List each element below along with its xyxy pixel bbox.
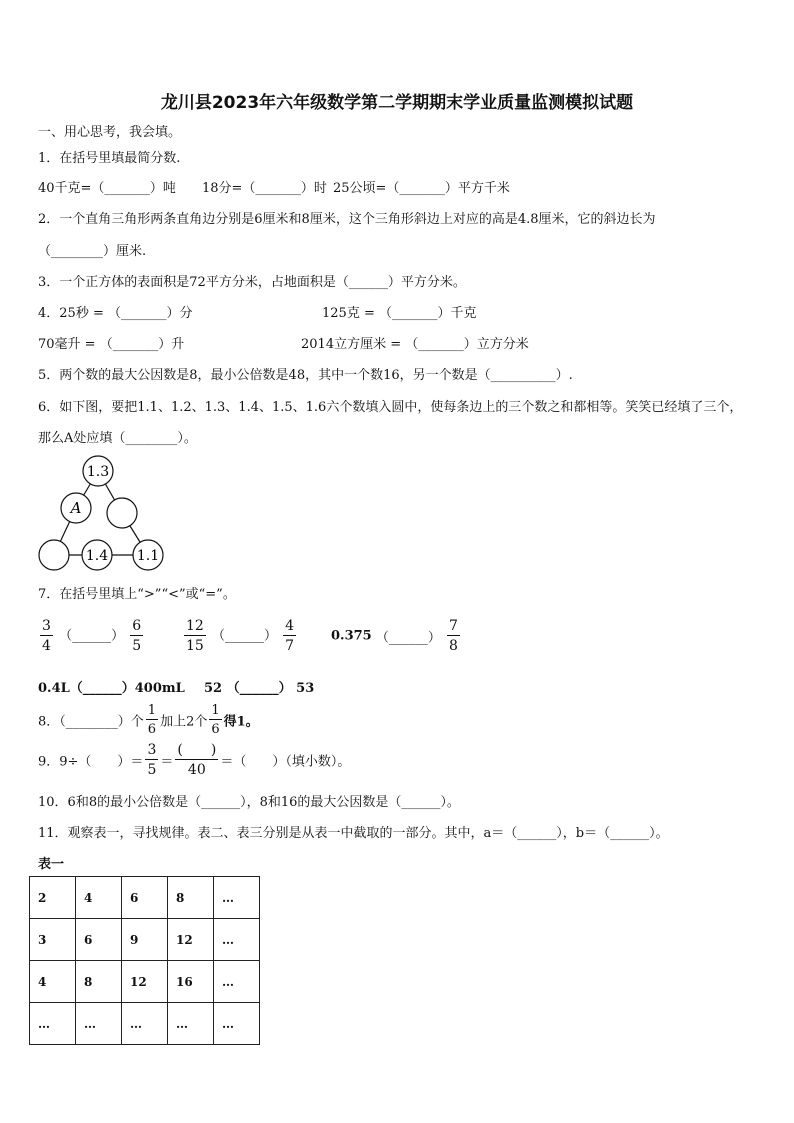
- q8-suffix: 得1。: [223, 714, 259, 730]
- table-cell: 8: [168, 877, 214, 919]
- table-cell: 9: [122, 919, 168, 961]
- table-cell: …: [214, 919, 260, 961]
- question-5: 5．两个数的最大公因数是8，最小公倍数是48，其中一个数16，另一个数是（__________）.: [38, 368, 573, 383]
- answer-blank: （______）: [211, 628, 277, 644]
- question-8: [38, 704, 259, 736]
- table-1: [29, 876, 260, 1045]
- fraction: [447, 619, 460, 653]
- fraction: [130, 619, 143, 653]
- q8-prefix: 8．（________）个: [38, 714, 144, 730]
- denominator: 15: [186, 638, 204, 654]
- question-2-line2: （________）厘米.: [38, 244, 147, 259]
- numerator: 4: [285, 618, 295, 634]
- page-title: 龙川县2023年六年级数学第二学期期末学业质量监测模拟试题: [160, 93, 634, 113]
- table-cell: 4: [30, 961, 76, 1003]
- question-1-stem: 1．在括号里填最简分数.: [38, 151, 181, 166]
- decimal-value: 0.375: [331, 628, 372, 644]
- table-cell: …: [214, 961, 260, 1003]
- table-cell: …: [76, 1003, 122, 1045]
- fraction: [209, 704, 221, 736]
- table-cell: …: [214, 1003, 260, 1045]
- question-11: 11．观察表一，寻找规律。表二、表三分别是从表一中截取的一部分。其中，a＝（______），b＝（______）。: [38, 826, 669, 841]
- table-cell: 8: [76, 961, 122, 1003]
- compare-3: [331, 619, 462, 653]
- table-cell: …: [168, 1003, 214, 1045]
- q9-suffix: ＝（ ）（填小数）。: [220, 754, 351, 770]
- table-cell: …: [214, 877, 260, 919]
- question-3: 3．一个正方体的表面积是72平方分米，占地面积是（______）平方分米。: [38, 275, 466, 290]
- label-bottom-mid: 1.4: [85, 548, 109, 564]
- question-1-a: 40千克=（_______）吨: [38, 181, 176, 196]
- table-row: [30, 961, 260, 1003]
- triangle-circle-diagram: [36, 455, 166, 573]
- label-bottom-right: 1.1: [136, 548, 160, 564]
- table-cell: …: [122, 1003, 168, 1045]
- q9-prefix: 9．9÷（ ）＝: [38, 754, 144, 770]
- compare-4: 0.4L（______）400mL: [38, 681, 185, 696]
- question-10: 10．6和8的最小公倍数是（______），8和16的最大公因数是（______）。: [38, 795, 460, 810]
- table-cell: 4: [76, 877, 122, 919]
- table-cell: 16: [168, 961, 214, 1003]
- question-1-b: 18分=（_______）时: [202, 181, 327, 196]
- question-4-a: 4．25秒 = （_______）分: [38, 306, 193, 321]
- table-cell: 2: [30, 877, 76, 919]
- denominator: 6: [147, 722, 157, 737]
- denominator: 5: [147, 762, 157, 778]
- numerator: 12: [186, 618, 204, 634]
- table-cell: 12: [168, 919, 214, 961]
- question-2-line1: 2．一个直角三角形两条直角边分别是6厘米和8厘米，这个三角形斜边上对应的高是4.8厘米，它的斜边长为: [38, 212, 656, 227]
- equals-sign: ＝: [160, 754, 174, 770]
- question-4-d: 2014立方厘米 = （_______）立方分米: [301, 337, 529, 352]
- table-cell: 12: [122, 961, 168, 1003]
- fraction: [146, 704, 158, 736]
- numerator: 3: [42, 618, 51, 634]
- question-4-b: 125克 = （_______）千克: [322, 306, 477, 321]
- circle-bottom-left: [39, 540, 69, 570]
- question-1-c: 25公顷=（_______）平方千米: [333, 181, 510, 196]
- numerator: 1: [147, 703, 157, 718]
- question-9: [38, 743, 350, 777]
- compare-5: 52 （______） 53: [204, 681, 315, 696]
- compare-2: [182, 619, 298, 653]
- fraction: [184, 619, 206, 653]
- table-row: [30, 877, 260, 919]
- table-row: [30, 919, 260, 961]
- fraction: [145, 743, 158, 777]
- denominator: 6: [211, 722, 220, 737]
- denominator: 7: [285, 638, 295, 654]
- denominator: 40: [187, 762, 206, 778]
- numerator: ( ): [177, 742, 217, 758]
- label-a: A: [70, 499, 82, 517]
- numerator: 6: [132, 618, 142, 634]
- question-4-c: 70毫升 = （_______）升: [38, 337, 185, 352]
- table-cell: 6: [76, 919, 122, 961]
- question-7-stem: 7．在括号里填上“>”“<”或“=”。: [38, 587, 236, 602]
- fraction: [283, 619, 296, 653]
- fraction: [175, 743, 218, 777]
- label-top: 1.3: [86, 464, 110, 480]
- table-cell: 3: [30, 919, 76, 961]
- answer-blank: （______）: [59, 628, 125, 644]
- answer-blank: （______）: [375, 630, 441, 646]
- denominator: 4: [42, 638, 51, 654]
- fraction: [40, 619, 53, 653]
- denominator: 5: [132, 638, 142, 654]
- compare-1: [38, 619, 145, 653]
- table-cell: …: [30, 1003, 76, 1045]
- table-row: [30, 1003, 260, 1045]
- numerator: 1: [211, 703, 220, 718]
- numerator: 3: [147, 742, 157, 758]
- question-6-line1: 6．如下图，要把1.1、1.2、1.3、1.4、1.5、1.6六个数填入圆中，使每条边上的三个数之和都相等。笑笑已经填了三个，: [38, 400, 743, 415]
- question-6-line2: 那么A处应填（________）。: [38, 431, 197, 446]
- table-label: 表一: [38, 857, 65, 872]
- q8-middle: 加上2个: [160, 714, 208, 730]
- section-heading: 一、用心思考，我会填。: [38, 125, 182, 140]
- circle-right: [107, 498, 137, 528]
- table-cell: 6: [122, 877, 168, 919]
- denominator: 8: [449, 638, 458, 654]
- numerator: 7: [449, 618, 458, 634]
